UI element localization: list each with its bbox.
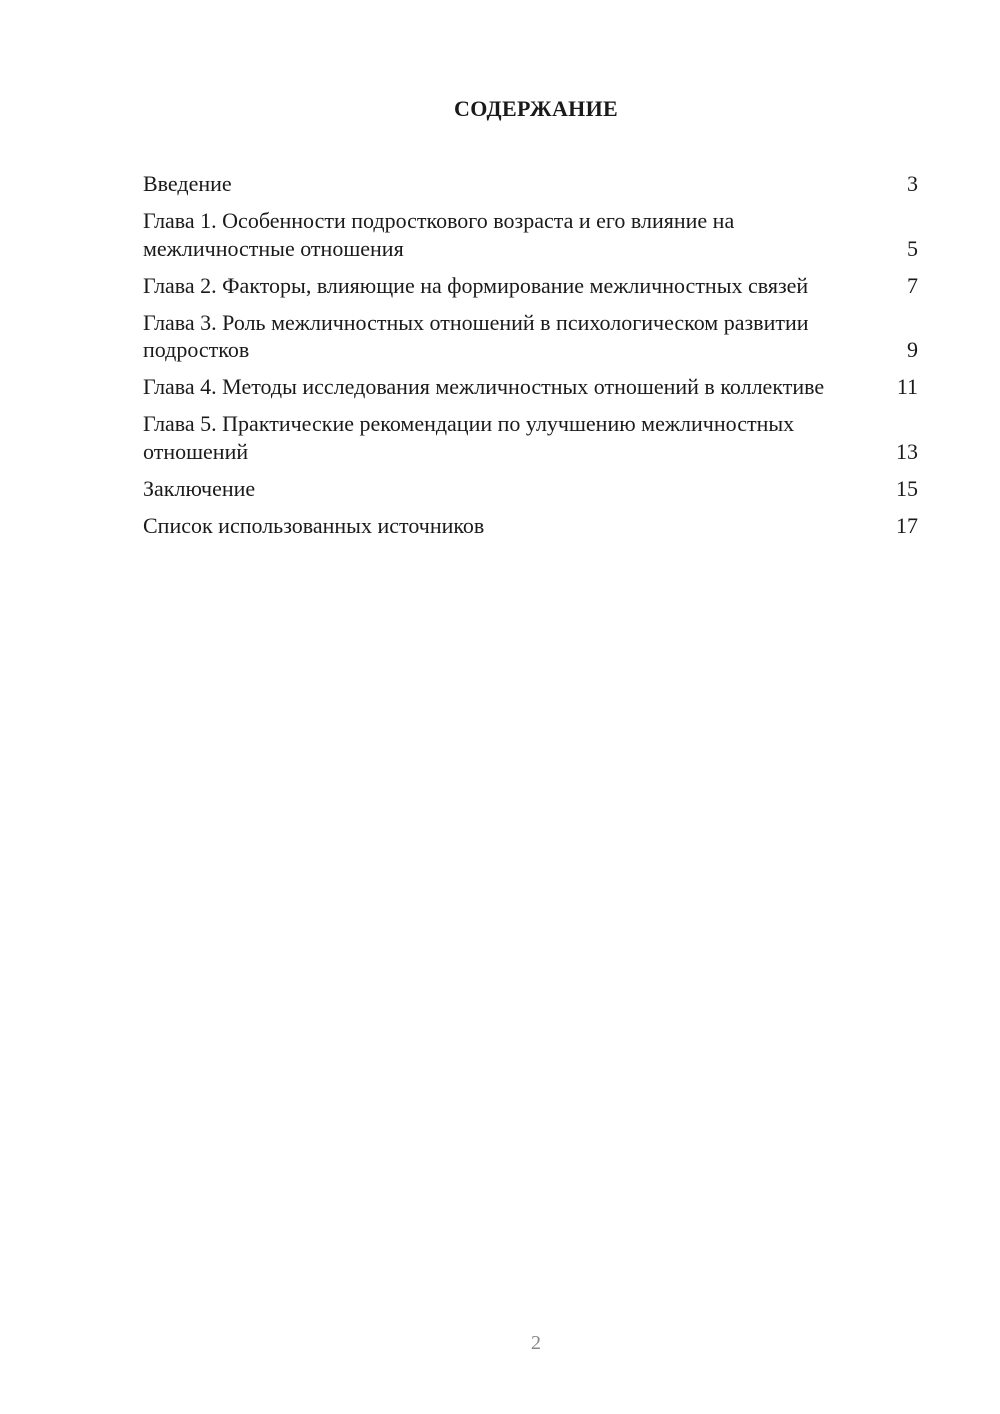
- toc-item-label: Глава 1. Особенности подросткового возраста и его влияние на межличностные отношения: [143, 208, 735, 261]
- toc-item-conclusion[interactable]: [143, 475, 918, 503]
- toc-item-label: Глава 5. Практические рекомендации по улучшению межличностных отношений: [143, 411, 795, 464]
- toc-item-label: Глава 4. Методы исследования межличностных отношений в коллективе: [143, 374, 825, 399]
- toc-item-label: Заключение: [143, 475, 256, 501]
- toc-item-page: 3: [907, 171, 918, 196]
- toc-item-page: 17: [896, 512, 918, 538]
- toc-item-chapter-4[interactable]: [143, 373, 918, 401]
- toc-item-introduction[interactable]: [143, 170, 918, 198]
- toc-item-label: Глава 2. Факторы, влияющие на формирование межличностных связей: [143, 272, 809, 298]
- toc-item-chapter-2[interactable]: [143, 272, 918, 300]
- toc-item-label: Список использованных источников: [143, 512, 485, 538]
- toc-item-label: Глава 3. Роль межличностных отношений в психологическом развитии подростков: [143, 309, 809, 362]
- page-title: СОДЕРЖАНИЕ: [454, 96, 618, 121]
- toc-item-references[interactable]: [143, 512, 918, 540]
- toc-item-page: 11: [896, 374, 918, 399]
- toc-item-page: 7: [907, 272, 918, 298]
- toc-item-label: Введение: [143, 171, 232, 196]
- toc-item-page: 13: [896, 438, 918, 464]
- toc-item-chapter-1[interactable]: [143, 207, 918, 262]
- table-of-contents: [143, 170, 918, 549]
- toc-item-chapter-3[interactable]: [143, 309, 918, 364]
- page-number: 2: [531, 1332, 541, 1354]
- toc-item-page: 9: [907, 337, 918, 362]
- toc-item-page: 15: [896, 475, 918, 501]
- toc-item-page: 5: [907, 235, 918, 261]
- toc-item-chapter-5[interactable]: [143, 410, 918, 465]
